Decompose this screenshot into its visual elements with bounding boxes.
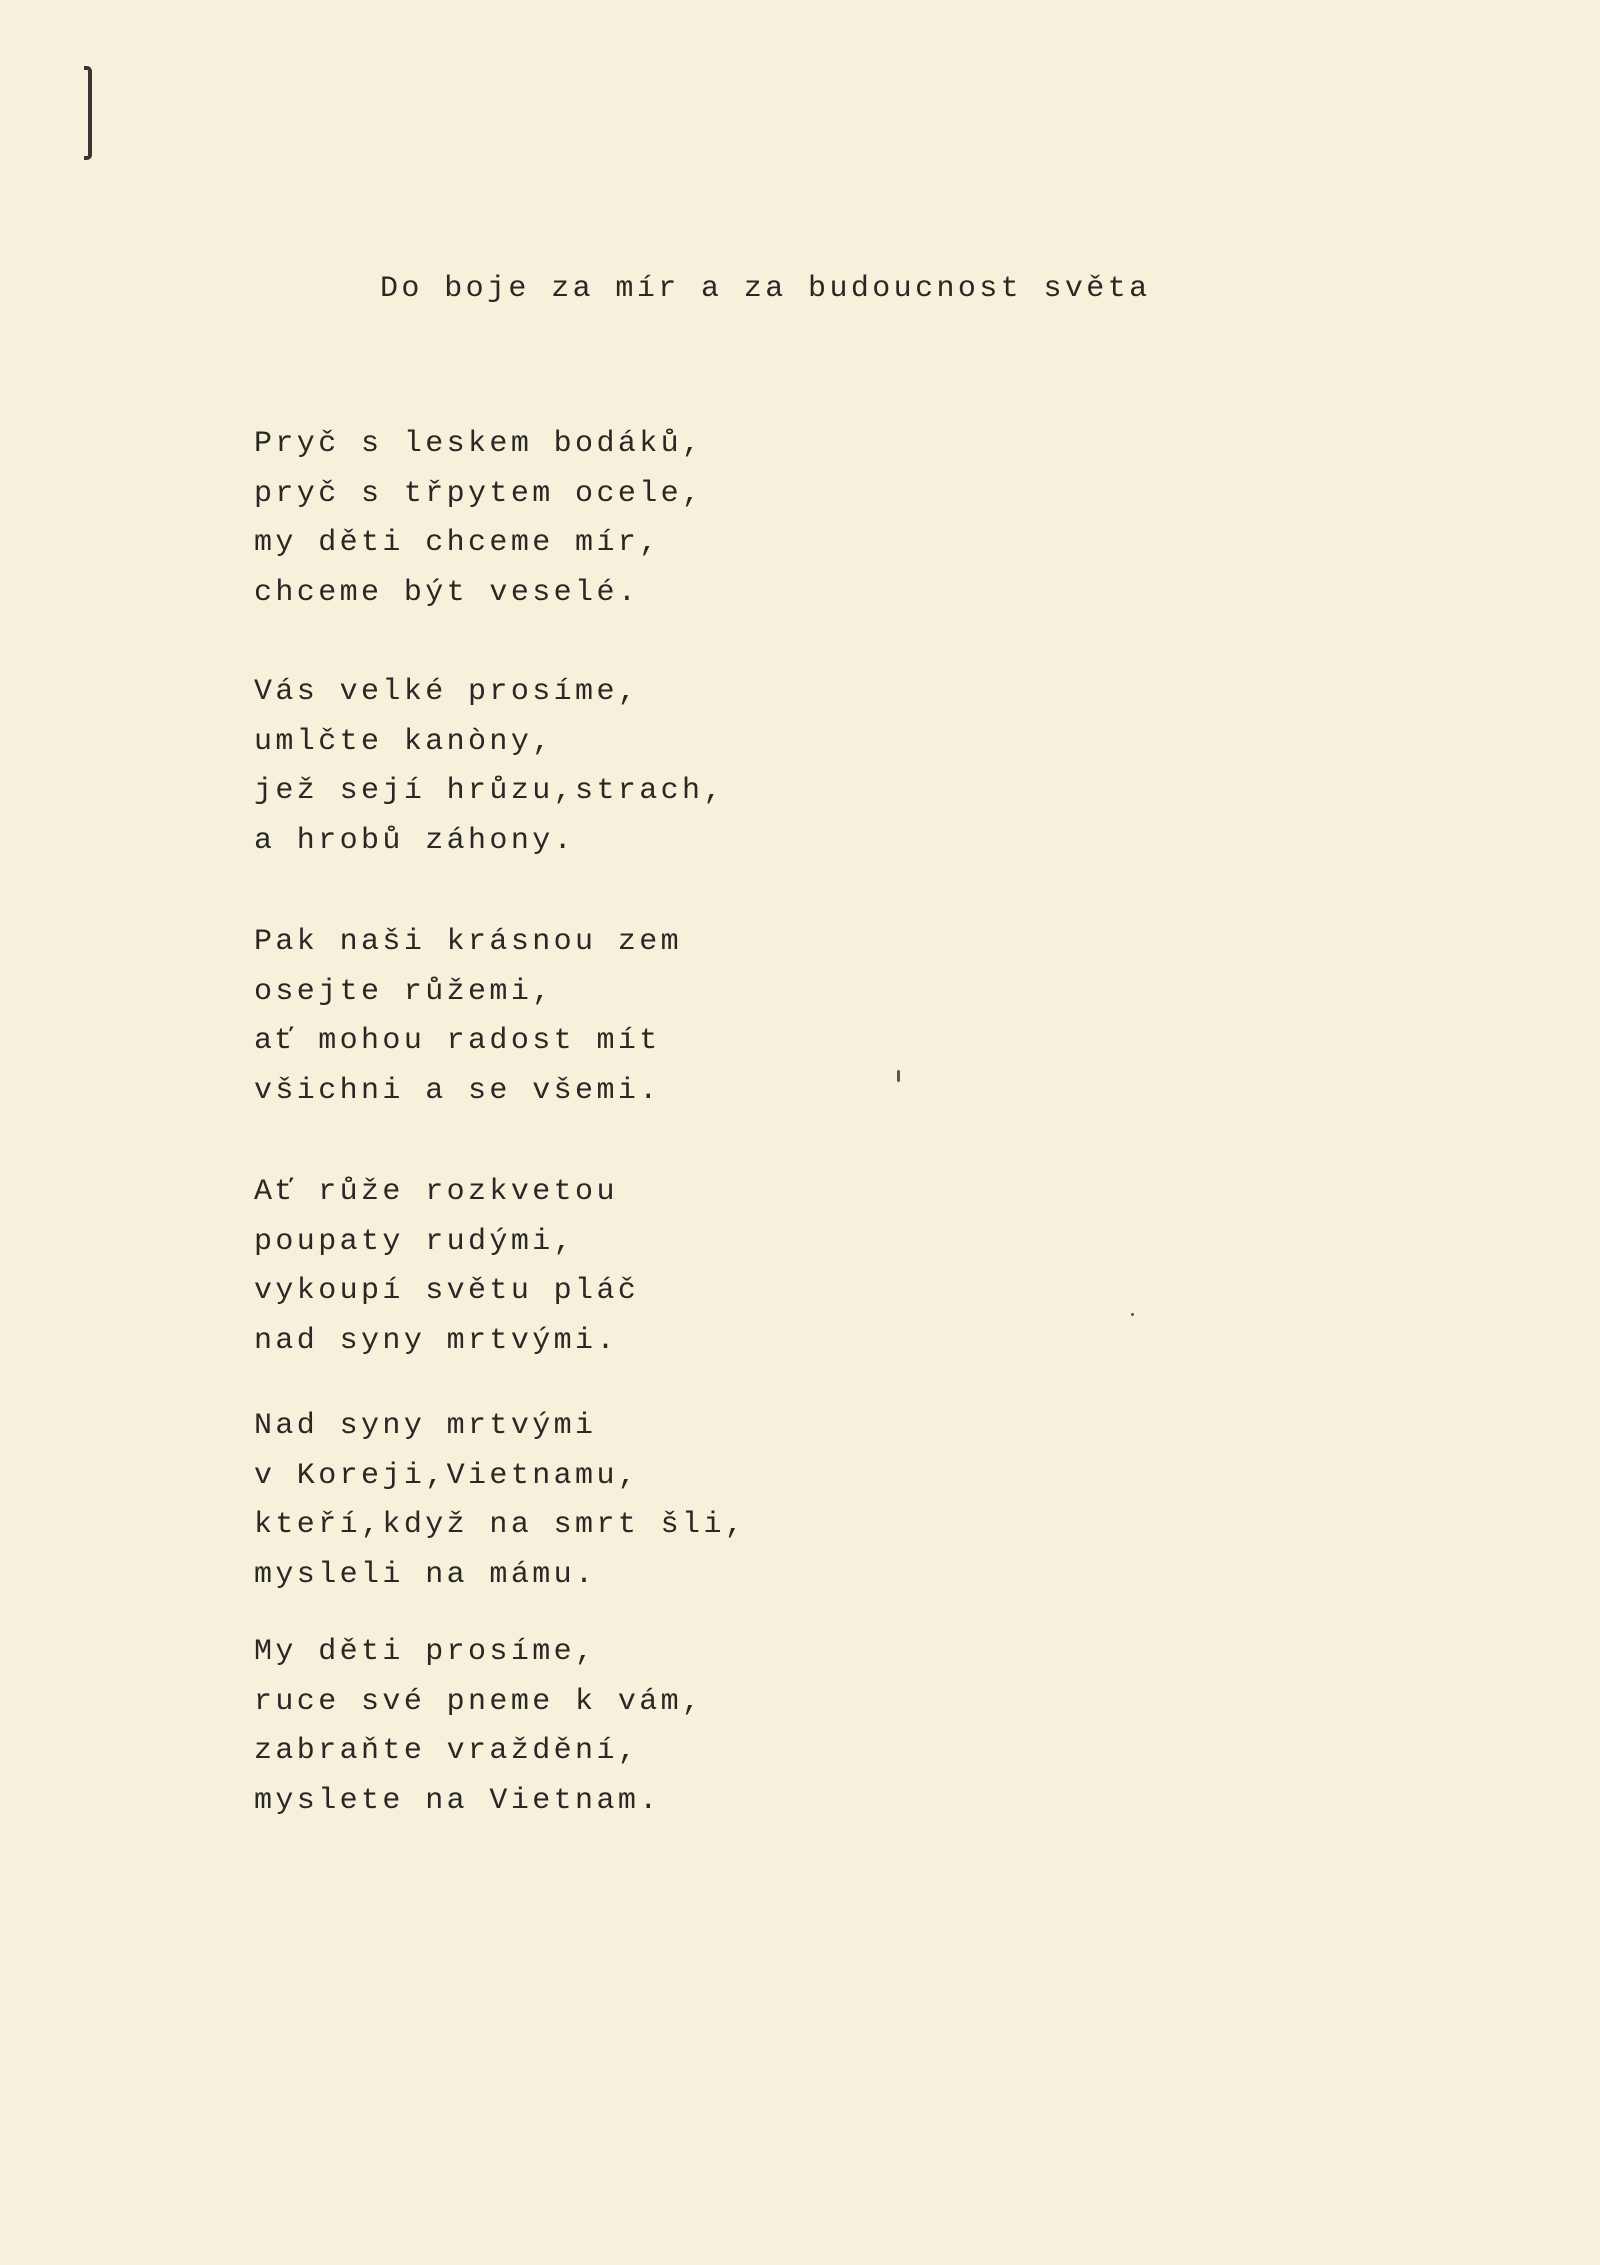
poem-line: Pryč s leskem bodáků, <box>254 427 704 461</box>
poem-line: a hrobů záhony. <box>254 823 576 858</box>
poem-line: umlčte kanòny, <box>254 724 554 759</box>
poem-line: Vás velké prosíme, <box>254 675 640 709</box>
poem-line: nad syny mrtvými. <box>254 1323 618 1358</box>
poem-line: kteří,když na smrt šli, <box>254 1508 747 1542</box>
poem-line: Nad syny mrtvými <box>254 1409 597 1443</box>
staple-mark <box>84 66 92 160</box>
poem-line: myslete na Vietnam. <box>254 1783 661 1818</box>
poem-line: chceme být veselé. <box>254 575 640 610</box>
poem-line: jež sejí hrůzu,strach, <box>254 774 725 808</box>
poem-line: ať mohou radost mít <box>254 1024 661 1058</box>
poem-line: zabraňte vraždění, <box>254 1734 640 1768</box>
poem-line: osejte růžemi, <box>254 974 554 1009</box>
stanza-6 <box>254 1628 703 1826</box>
poem-title: Do boje za mír a za budoucnost světa <box>380 272 1151 306</box>
poem-line: ruce své pneme k vám, <box>254 1684 704 1719</box>
ink-speck <box>1131 1313 1134 1316</box>
poem-line: poupaty rudými, <box>254 1224 576 1259</box>
poem-line: my děti chceme mír, <box>254 526 661 560</box>
stanza-1 <box>254 420 703 618</box>
poem-line: Pak naši krásnou zem <box>254 925 683 959</box>
poem-line: Ať růže rozkvetou <box>254 1175 618 1209</box>
poem-line: mysleli na mámu. <box>254 1557 597 1592</box>
stanza-3 <box>254 918 682 1116</box>
poem-line: v Koreji,Vietnamu, <box>254 1458 640 1493</box>
stanza-4 <box>254 1168 639 1366</box>
ink-speck <box>897 1070 900 1082</box>
poem-line: My děti prosíme, <box>254 1635 597 1669</box>
stanza-5 <box>254 1402 746 1600</box>
stanza-2 <box>254 668 725 866</box>
poem-line: pryč s třpytem ocele, <box>254 476 704 511</box>
poem-line: všichni a se všemi. <box>254 1073 661 1108</box>
poem-line: vykoupí světu pláč <box>254 1274 640 1308</box>
